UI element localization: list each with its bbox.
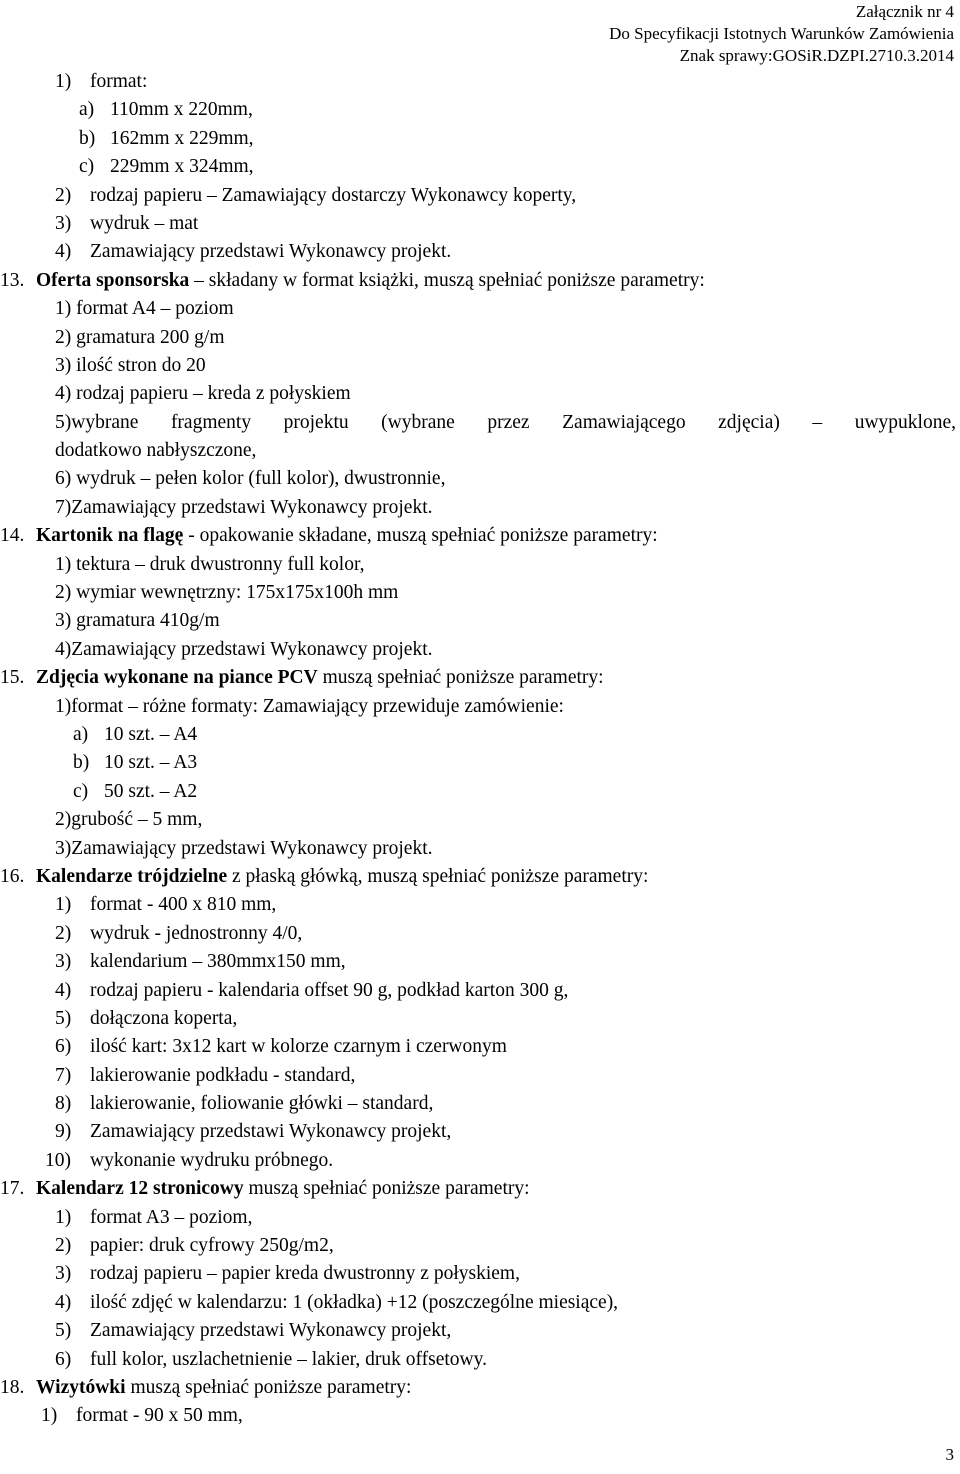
item-text: Zamawiający przedstawi Wykonawcy projekt,: [90, 1320, 452, 1342]
item-number: 14.: [0, 525, 25, 547]
item-number: 4): [55, 979, 72, 1001]
item-text: [36, 1175, 530, 1203]
item-description: – składany w format książki, muszą spełniać poniższe parametry:: [189, 269, 705, 291]
item-number: c): [79, 156, 95, 178]
item-number: 15.: [0, 667, 25, 689]
list-item: [0, 210, 960, 238]
item-text: [36, 522, 658, 550]
item-text: lakierowanie, foliowanie główki – standard,: [90, 1093, 434, 1115]
list-item: [0, 920, 960, 948]
item-heading: Wizytówki: [36, 1376, 126, 1398]
item-text: format A3 – poziom,: [90, 1206, 253, 1228]
item-number: 8): [55, 1093, 72, 1115]
list-item: [0, 267, 960, 295]
item-number: 2): [55, 922, 72, 944]
item-text: Zamawiający przedstawi Wykonawcy projekt,: [90, 1121, 452, 1143]
item-text: 3) gramatura 410g/m: [55, 610, 220, 632]
item-number: 6): [55, 1348, 72, 1370]
list-item: [0, 607, 960, 635]
document-body: [0, 68, 960, 1431]
list-item: [0, 494, 960, 522]
list-item: [0, 835, 960, 863]
item-text: ilość kart: 3x12 kart w kolorze czarnym i czerwonym: [90, 1036, 507, 1058]
list-item: [0, 380, 960, 408]
item-text: format - 400 x 810 mm,: [90, 894, 277, 916]
item-number: 7): [55, 1064, 72, 1086]
item-text: 5)wybrane fragmenty projektu (wybrane przez Zamawiającego zdjęcia) – uwypuklone,: [55, 411, 956, 433]
list-item: [0, 68, 960, 96]
item-text: [36, 664, 604, 692]
case-reference: Znak sprawy:GOSiR.DZPI.2710.3.2014: [679, 46, 954, 65]
item-heading: Zdjęcia wykonane na piance PCV: [36, 667, 318, 689]
item-number: 6): [55, 1036, 72, 1058]
item-text: 50 szt. – A2: [104, 780, 198, 802]
item-number: 17.: [0, 1178, 25, 1200]
item-heading: Kalendarze trójdzielne: [36, 865, 228, 887]
item-text: dodatkowo nabłyszczone,: [55, 440, 257, 462]
item-number: 1): [55, 894, 72, 916]
item-number: a): [73, 723, 89, 745]
list-item: [0, 977, 960, 1005]
item-text: dołączona koperta,: [90, 1007, 238, 1029]
specification-label: Do Specyfikacji Istotnych Warunków Zamówienia: [609, 24, 954, 43]
list-item: [0, 1346, 960, 1374]
item-description: muszą spełniać poniższe parametry:: [243, 1178, 530, 1200]
list-item: [0, 1175, 960, 1203]
list-item: [0, 153, 960, 181]
list-item: [0, 409, 960, 437]
item-number: 16.: [0, 865, 25, 887]
list-item: [0, 522, 960, 550]
list-item: [0, 1289, 960, 1317]
list-item: [0, 948, 960, 976]
list-item: [0, 182, 960, 210]
item-text: 7)Zamawiający przedstawi Wykonawcy projekt.: [55, 496, 433, 518]
item-number: 4): [55, 1291, 72, 1313]
list-item: [0, 749, 960, 777]
item-number: 18.: [0, 1376, 25, 1398]
item-text: 3)Zamawiający przedstawi Wykonawcy projekt.: [55, 837, 433, 859]
item-number: 3): [55, 1263, 72, 1285]
item-text: 4) rodzaj papieru – kreda z połyskiem: [55, 383, 351, 405]
list-item: [0, 1374, 960, 1402]
item-number: 5): [55, 1007, 72, 1029]
item-number: a): [79, 99, 95, 121]
list-item: [0, 295, 960, 323]
list-item: [0, 1118, 960, 1146]
item-text: rodzaj papieru - kalendaria offset 90 g, podkład karton 300 g,: [90, 979, 569, 1001]
list-item: [0, 1260, 960, 1288]
item-heading: Kalendarz 12 stronicowy: [36, 1178, 244, 1200]
item-text: wydruk - jednostronny 4/0,: [90, 922, 303, 944]
item-text: 2)grubość – 5 mm,: [55, 809, 203, 831]
list-item: [0, 1232, 960, 1260]
list-item: [0, 863, 960, 891]
list-item: [0, 778, 960, 806]
item-heading: Kartonik na flagę: [36, 525, 184, 547]
page-number: 3: [945, 1445, 954, 1464]
item-description: muszą spełniać poniższe parametry:: [317, 667, 604, 689]
list-item: [0, 125, 960, 153]
list-item: [0, 551, 960, 579]
list-item: [0, 1033, 960, 1061]
item-text: format - 90 x 50 mm,: [76, 1405, 243, 1427]
item-text: 229mm x 324mm,: [110, 156, 254, 178]
list-item: [0, 96, 960, 124]
list-item: [0, 465, 960, 493]
item-text: papier: druk cyfrowy 250g/m2,: [90, 1235, 334, 1257]
item-number: 2): [55, 1235, 72, 1257]
item-text: 1) tektura – druk dwustronny full kolor,: [55, 553, 365, 575]
item-text: 6) wydruk – pełen kolor (full kolor), dwustronnie,: [55, 468, 446, 490]
item-text: 1)format – różne formaty: Zamawiający przewiduje zamówienie:: [55, 695, 564, 717]
list-item: [0, 1090, 960, 1118]
list-item: [0, 721, 960, 749]
item-description: muszą spełniać poniższe parametry:: [125, 1376, 412, 1398]
list-item: [0, 1317, 960, 1345]
item-text: 162mm x 229mm,: [110, 127, 254, 149]
item-text: ilość zdjęć w kalendarzu: 1 (okładka) +12 (poszczególne miesiące),: [90, 1291, 619, 1313]
item-heading: Oferta sponsorska: [36, 269, 190, 291]
list-item: [0, 352, 960, 380]
item-text: kalendarium – 380mmx150 mm,: [90, 951, 346, 973]
item-text: lakierowanie podkładu - standard,: [90, 1064, 356, 1086]
list-item: [0, 664, 960, 692]
list-item: [0, 693, 960, 721]
item-text: rodzaj papieru – papier kreda dwustronny z połyskiem,: [90, 1263, 520, 1285]
item-number: 5): [55, 1320, 72, 1342]
item-text: 4)Zamawiający przedstawi Wykonawcy projekt.: [55, 638, 433, 660]
list-item: [0, 1147, 960, 1175]
item-number: 10): [45, 1149, 71, 1171]
list-item: [0, 636, 960, 664]
item-text: 3) ilość stron do 20: [55, 354, 206, 376]
list-item: [0, 1062, 960, 1090]
list-item: [0, 806, 960, 834]
list-item: [0, 1402, 960, 1430]
item-number: 1): [55, 71, 72, 92]
item-number: b): [73, 752, 90, 774]
item-number: 1): [41, 1405, 58, 1427]
item-description: z płaską główką, muszą spełniać poniższe parametry:: [227, 865, 649, 887]
list-item: [0, 891, 960, 919]
item-number: c): [73, 780, 89, 802]
item-number: 4): [55, 241, 72, 263]
item-text: 2) gramatura 200 g/m: [55, 326, 225, 348]
list-item: [0, 1005, 960, 1033]
item-text: wykonanie wydruku próbnego.: [90, 1149, 334, 1171]
item-number: 9): [55, 1121, 72, 1143]
list-item: [0, 579, 960, 607]
item-text: 10 szt. – A4: [104, 723, 198, 745]
item-description: - opakowanie składane, muszą spełniać poniższe parametry:: [183, 525, 658, 547]
item-number: 13.: [0, 269, 25, 291]
item-text: [36, 863, 648, 891]
item-text: [36, 1374, 411, 1402]
list-item: [0, 324, 960, 352]
item-text: 110mm x 220mm,: [110, 99, 253, 121]
list-item: [0, 1204, 960, 1232]
item-text: [36, 267, 705, 295]
annex-label: Załącznik nr 4: [855, 2, 954, 21]
item-text: 10 szt. – A3: [104, 752, 198, 774]
document-header: [609, 1, 954, 67]
item-number: 1): [55, 1206, 72, 1228]
item-text: wydruk – mat: [90, 212, 199, 234]
item-number: 2): [55, 184, 72, 206]
item-number: 3): [55, 212, 72, 234]
item-number: b): [79, 127, 96, 149]
item-text: format:: [90, 71, 148, 92]
item-text: full kolor, uszlachetnienie – lakier, druk offsetowy.: [90, 1348, 487, 1370]
item-text: rodzaj papieru – Zamawiający dostarczy Wykonawcy koperty,: [90, 184, 577, 206]
item-text: 1) format A4 – poziom: [55, 298, 234, 320]
item-number: 3): [55, 951, 72, 973]
item-text: Zamawiający przedstawi Wykonawcy projekt.: [90, 241, 452, 263]
item-text: 2) wymiar wewnętrzny: 175x175x100h mm: [55, 582, 399, 604]
list-item: [0, 238, 960, 266]
list-item: [0, 437, 960, 465]
